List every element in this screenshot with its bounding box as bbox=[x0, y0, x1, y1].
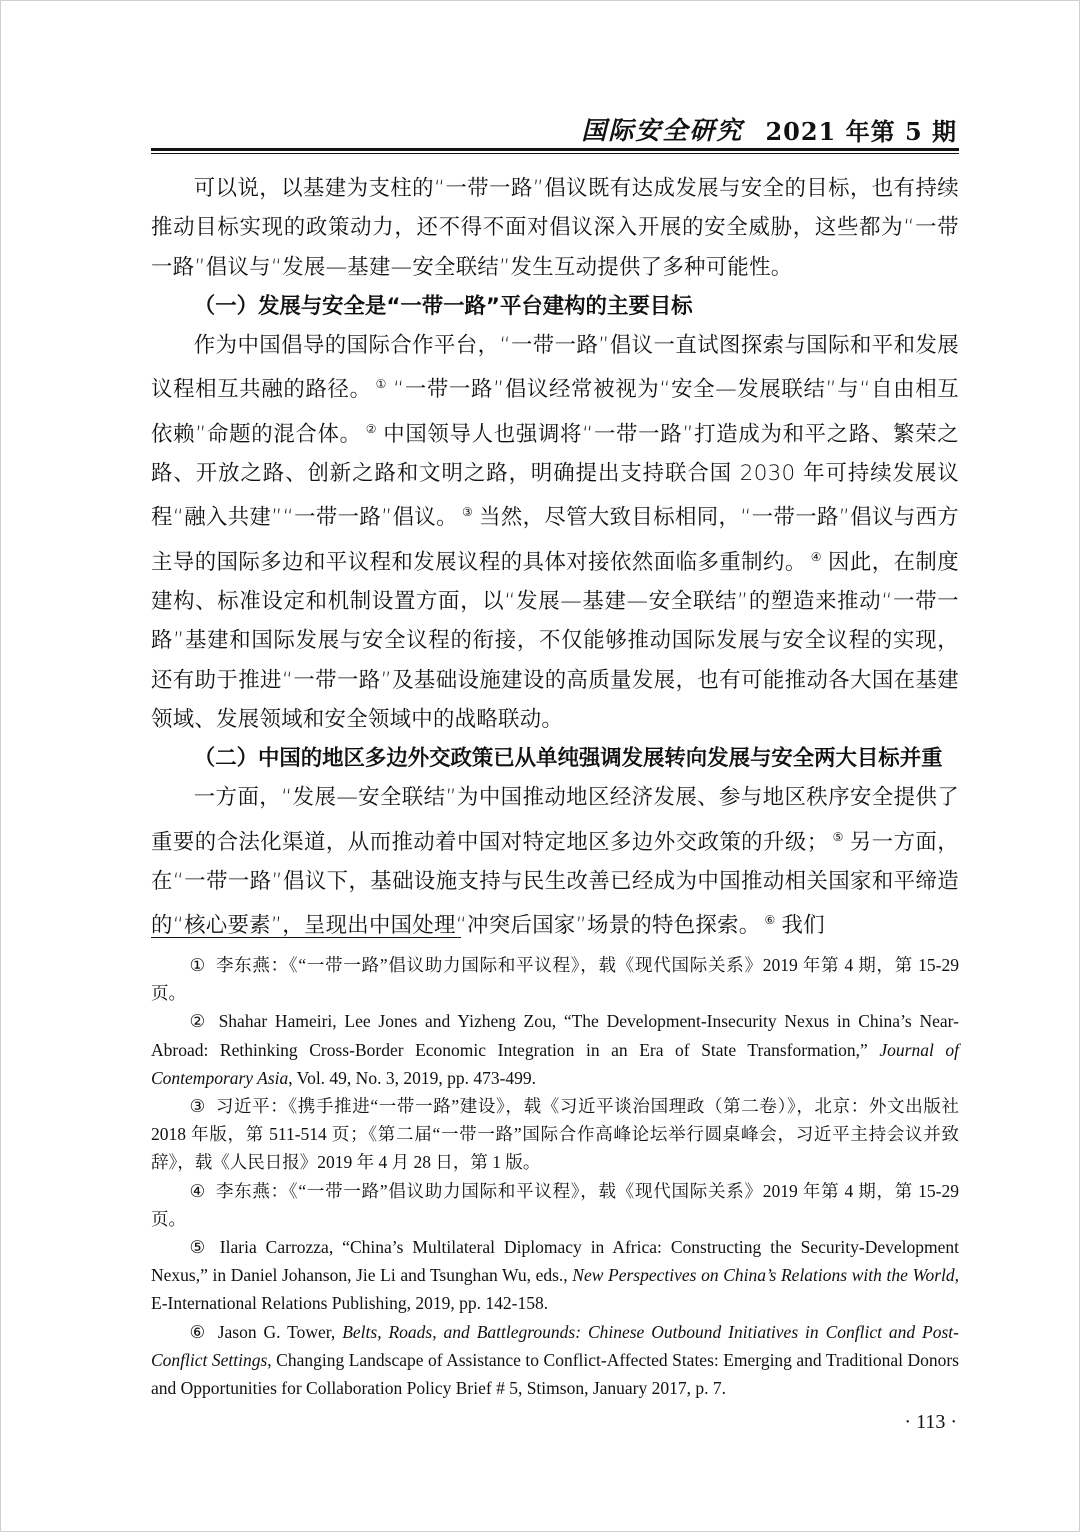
section-heading-1: （一）发展与安全是“一带一路”平台建构的主要目标 bbox=[193, 293, 693, 319]
footnote-6: ⑥ Jason G. Tower, Belts, Roads, and Battlegrounds: Chinese Outbound Initiatives in Conflict and Post-Conflict Settings, Changing Landscape of Assistance to Conflict-Affected States: Emerging and Traditional Donors and Opportunities for Collaboration Policy Brief # 5, Stimson, January 2017, p. 7. bbox=[151, 1321, 959, 1399]
paragraph-1: 可以说，以基建为支柱的“一带一路”倡议既有达成发展与安全的目标，也有持续推动目标实现的政策动力，还不得不面对倡议深入开展的安全威胁，这些都为“一带一路”倡议与“发展—基建—安全联结”发生互动提供了多种可能性。 bbox=[151, 176, 959, 280]
footnote-ref-6[interactable]: ⑥ bbox=[764, 913, 776, 928]
footnote-4: ④ 李东燕：《“一带一路”倡议助力国际和平议程》，载《现代国际关系》2019 年第 4 期，第 15-29 页。 bbox=[151, 1180, 959, 1229]
journal-name: 国际安全研究 bbox=[581, 116, 744, 145]
page-number: · 113 · bbox=[904, 1411, 957, 1433]
body-text bbox=[151, 169, 959, 946]
footnote-3: ③ 习近平：《携手推进“一带一路”建设》，载《习近平谈治国理政（第二卷）》，北京：外文出版社 2018 年版，第 511-514 页；《第二届“一带一路”国际合作高峰论坛举行圆桌峰会，习近平主持会议并致辞》，载《人民日报》2019 年 4 月 28 日，第 1 版。 bbox=[151, 1096, 959, 1173]
footnote-ref-3[interactable]: ③ bbox=[461, 505, 474, 520]
issue-label: 2021 年第 5 期 bbox=[765, 117, 957, 146]
footnote-5: ⑤ Ilaria Carrozza, “China’s Multilateral Diplomacy in Africa: Constructing the Security-Development Nexus,” in Daniel Johanson, Jie Li and Tsunghan Wu, eds., New Perspectives on China’s Relations with the World, E-International Relations Publishing, 2019, pp. 142-158. bbox=[151, 1237, 960, 1314]
paragraph-2: 作为中国倡导的国际合作平台，“一带一路”倡议一直试图探索与国际和平和发展议程相互共融的路径。 ① “一带一路”倡议经常被视为“安全—发展联结”与“自由相互依赖”命题的混合体。 ② 中国领导人也强调将“一带一路”打造成为和平之路、繁荣之路、开放之路、创新之路和文明之路，明确提出支持联合国 2030 年可持续发展议程“融入共建”“一带一路”倡议。 ③ 当然，尽管大致目标相同，“一带一路”倡议与西方主导的国际多边和平议程和发展议程的具体对接依然面临多重制约。 ④ 因此，在制度建构、标准设定和机制设置方面，以“发展—基建—安全联结”的塑造来推动“一带一路”基建和国际发展与安全议程的衔接，不仅能够推动国际发展与安全议程的实现，还有助于推进“一带一路”及基础设施建设的高质量发展，也有可能推动各大国在基建领域、发展领域和安全领域中的战略联动。 bbox=[151, 333, 959, 732]
section-heading-2: （二）中国的地区多边外交政策已从单纯强调发展转向发展与安全两大目标并重 bbox=[193, 746, 943, 772]
running-header bbox=[151, 113, 957, 147]
footnote-ref-1[interactable]: ① bbox=[375, 377, 388, 392]
footnote-rule bbox=[151, 937, 461, 938]
footnote-2: ② Shahar Hameiri, Lee Jones and Yizheng Zou, “The Development-Insecurity Nexus in China’s Near-Abroad: Rethinking Cross-Border Economic Integration in an Era of State Transformation,” Journal of Contemporary Asia, Vol. 49, No. 3, 2019, pp. 473-499. bbox=[151, 1011, 959, 1088]
footnote-ref-2[interactable]: ② bbox=[365, 421, 378, 436]
footnote-1: ① 李东燕：《“一带一路”倡议助力国际和平议程》，载《现代国际关系》2019 年第 4 期，第 15-29 页。 bbox=[151, 955, 959, 1004]
paragraph-3: 一方面，“发展—安全联结”为中国推动地区经济发展、参与地区秩序安全提供了重要的合法化渠道，从而推动着中国对特定地区多边外交政策的升级； ⑤ 另一方面，在“一带一路”倡议下，基础设施支持与民生改善已经成为中国推动相关国家和平缔造的“核心要素”，呈现出中国处理“冲突后国家”场景的特色探索。 ⑥ 我们 bbox=[151, 785, 959, 939]
footnotes bbox=[151, 951, 959, 1402]
footnote-ref-4[interactable]: ④ bbox=[810, 549, 822, 564]
header-rule bbox=[151, 148, 959, 154]
footnote-ref-5[interactable]: ⑤ bbox=[832, 829, 844, 844]
